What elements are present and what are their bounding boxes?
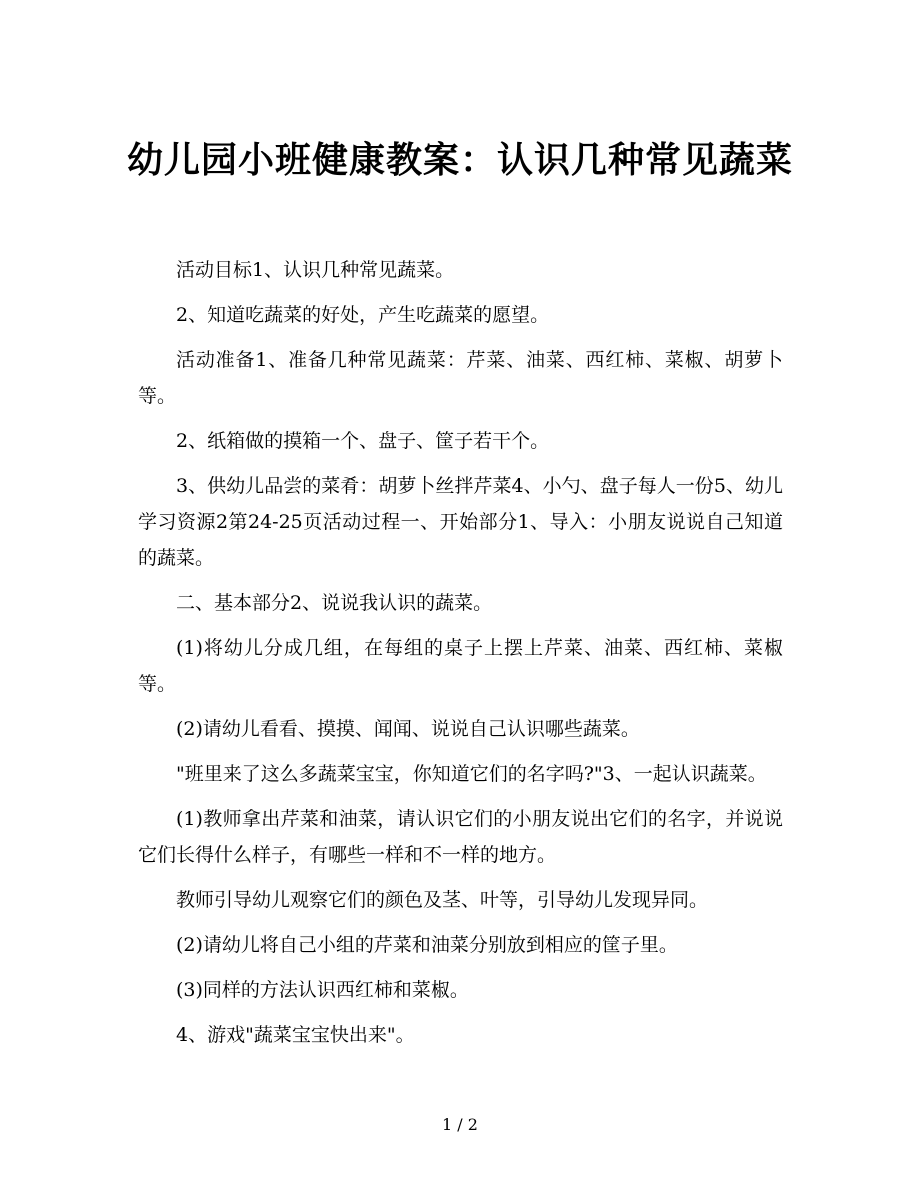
paragraph: 活动目标1、认识几种常见蔬菜。 — [176, 259, 455, 281]
paragraph: 活动准备1、准备几种常见蔬菜：芹菜、油菜、西红柿、菜椒、胡萝卜等。 — [138, 349, 783, 407]
page-number: 1 / 2 — [442, 1115, 478, 1134]
paragraph: 2、知道吃蔬菜的好处，产生吃蔬菜的愿望。 — [176, 304, 550, 326]
paragraph: "班里来了这么多蔬菜宝宝，你知道它们的名字吗?"3、一起认识蔬菜。 — [176, 763, 767, 785]
paragraph: 教师引导幼儿观察它们的颜色及茎、叶等，引导幼儿发现异同。 — [176, 889, 709, 911]
paragraph: (2)请幼儿将自己小组的芹菜和油菜分别放到相应的筐子里。 — [176, 934, 678, 956]
paragraph: (3)同样的方法认识西红柿和菜椒。 — [176, 979, 469, 1001]
paragraph: 二、基本部分2、说说我认识的蔬菜。 — [176, 592, 493, 614]
paragraph: (1)教师拿出芹菜和油菜，请认识它们的小朋友说出它们的名字，并说说它们长得什么样子，有哪些一样和不一样的地方。 — [138, 808, 783, 866]
paragraph: 2、纸箱做的摸箱一个、盘子、筐子若干个。 — [176, 430, 550, 452]
paragraph: 4、游戏"蔬菜宝宝快出来"。 — [176, 1024, 415, 1046]
paragraph: 3、供幼儿品尝的菜肴：胡萝卜丝拌芹菜4、小勺、盘子每人一份5、幼儿学习资源2第24-25页活动过程一、开始部分1、导入：小朋友说说自己知道的蔬菜。 — [138, 475, 783, 569]
document-body — [138, 252, 783, 1062]
paragraph: (2)请幼儿看看、摸摸、闻闻、说说自己认识哪些蔬菜。 — [176, 718, 640, 740]
paragraph: (1)将幼儿分成几组，在每组的桌子上摆上芹菜、油菜、西红柿、菜椒等。 — [138, 637, 783, 695]
document-title: 幼儿园小班健康教案：认识几种常见蔬菜 — [126, 139, 793, 182]
